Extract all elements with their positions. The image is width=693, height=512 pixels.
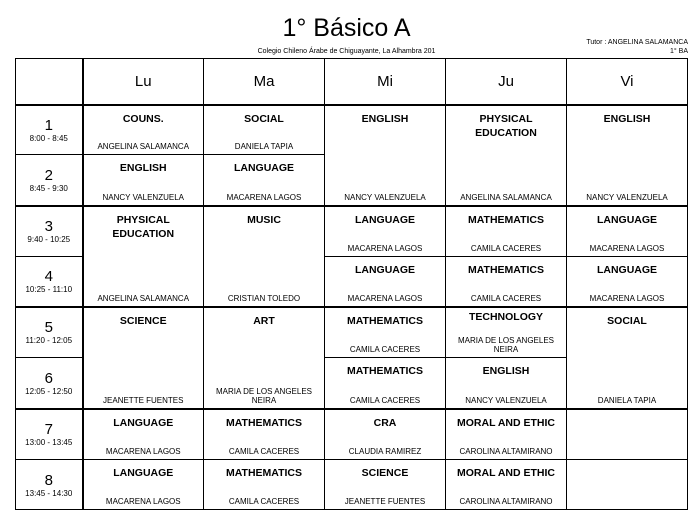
- period-4: [16, 257, 83, 307]
- teacher-name: ANGELINA SALAMANCA: [97, 142, 190, 151]
- day-header-ma: Ma: [204, 59, 325, 105]
- teacher-name: NANCY VALENZUELA: [465, 395, 547, 405]
- class-cell: [446, 409, 567, 460]
- schedule-table: [15, 58, 688, 510]
- class-cell: [567, 105, 688, 206]
- teacher-name: MACARENA LAGOS: [105, 497, 181, 506]
- class-cell: [204, 155, 325, 206]
- subject-name: SOCIAL: [607, 314, 647, 327]
- class-cell: [83, 155, 204, 206]
- period-5: [16, 307, 83, 358]
- class-cell: [446, 358, 567, 409]
- teacher-name: MACARENA LAGOS: [589, 293, 665, 303]
- subject-name: LANGUAGE: [354, 264, 416, 276]
- class-cell: [567, 307, 688, 409]
- school-address: Colegio Chileno Árabe de Chiguayante, La Alhambra 201: [257, 48, 436, 55]
- teacher-name: CAMILA CACERES: [470, 244, 542, 253]
- teacher-name: CRISTIAN TOLEDO: [227, 293, 301, 303]
- teacher-name: CAMILA CACERES: [470, 293, 542, 303]
- class-cell: [325, 460, 446, 510]
- day-header-ju: Ju: [446, 59, 567, 105]
- teacher-name: CAMILA CACERES: [228, 497, 300, 506]
- class-cell: [83, 105, 204, 155]
- teacher-name: DANIELA TAPIA: [597, 395, 657, 405]
- subject-name: LANGUAGE: [596, 264, 658, 276]
- day-header-vi: Vi: [567, 59, 688, 105]
- subject-name: MORAL AND ETHIC: [457, 416, 555, 429]
- subject-name: MATHEMATICS: [346, 365, 424, 377]
- teacher-name: CAMILA CACERES: [228, 447, 300, 456]
- day-header-mi: Mi: [325, 59, 446, 105]
- period-time: 13:45 - 14:30: [25, 488, 73, 498]
- class-cell: [204, 460, 325, 510]
- grade-code: 1° BA: [670, 48, 688, 55]
- subject-name: MATHEMATICS: [346, 314, 424, 327]
- teacher-name: MACARENA LAGOS: [589, 244, 665, 253]
- subject-name: ENGLISH: [361, 112, 409, 125]
- tutor-label: Tutor : ANGELINA SALAMANCA: [586, 39, 688, 46]
- teacher-name: NANCY VALENZUELA: [586, 192, 668, 202]
- class-cell: [446, 460, 567, 510]
- teacher-name: NANCY VALENZUELA: [102, 192, 184, 202]
- subject-name: TECHNOLOGY: [468, 310, 544, 323]
- empty-cell: [567, 460, 688, 510]
- period-3: [16, 206, 83, 257]
- page-title: 1° Básico A: [282, 14, 411, 42]
- period-number: 7: [44, 421, 53, 439]
- teacher-name: ANGELINA SALAMANCA: [460, 192, 552, 202]
- class-cell: [83, 206, 204, 307]
- teacher-name: MACARENA LAGOS: [347, 293, 423, 303]
- class-cell: [204, 307, 325, 409]
- teacher-name: MARIA DE LOS ANGELES NEIRA: [457, 336, 555, 354]
- class-cell: [204, 206, 325, 307]
- period-time: 12:05 - 12:50: [25, 386, 73, 396]
- subject-name: MATHEMATICS: [467, 264, 545, 276]
- subject-name: LANGUAGE: [113, 416, 174, 429]
- teacher-name: CAROLINA ALTAMIRANO: [459, 447, 553, 456]
- teacher-name: ANGELINA SALAMANCA: [97, 293, 190, 303]
- class-cell: [325, 257, 446, 307]
- empty-cell: [567, 409, 688, 460]
- teacher-name: NANCY VALENZUELA: [344, 192, 426, 202]
- period-time: 13:00 - 13:45: [25, 438, 73, 448]
- subject-name: ENGLISH: [119, 162, 167, 174]
- teacher-name: CAROLINA ALTAMIRANO: [459, 497, 553, 506]
- subject-name: MORAL AND ETHIC: [457, 467, 555, 479]
- period-7: [16, 409, 83, 460]
- class-cell: [83, 307, 204, 409]
- class-cell: [446, 257, 567, 307]
- period-time: 8:45 - 9:30: [29, 183, 68, 193]
- subject-name: ENGLISH: [603, 112, 651, 125]
- teacher-name: MARIA DE LOS ANGELES NEIRA: [215, 386, 313, 405]
- subject-name: SCIENCE: [119, 314, 167, 327]
- period-time: 8:00 - 8:45: [29, 133, 68, 143]
- class-cell: [446, 307, 567, 358]
- class-cell: [446, 105, 567, 206]
- teacher-name: MACARENA LAGOS: [226, 192, 302, 202]
- corner-cell: [16, 59, 83, 105]
- period-time: 11:20 - 12:05: [25, 336, 73, 346]
- subject-name: MATHEMATICS: [467, 213, 545, 226]
- period-number: 3: [44, 218, 53, 236]
- teacher-name: DANIELA TAPIA: [234, 142, 294, 151]
- class-cell: [325, 307, 446, 358]
- class-cell: [325, 206, 446, 257]
- teacher-name: CLAUDIA RAMIREZ: [348, 447, 422, 456]
- class-cell: [567, 257, 688, 307]
- class-cell: [83, 460, 204, 510]
- subject-name: MATHEMATICS: [225, 416, 303, 429]
- class-cell: [204, 105, 325, 155]
- teacher-name: CAMILA CACERES: [349, 395, 421, 405]
- period-number: 5: [44, 319, 53, 337]
- subject-name: PHYSICAL EDUCATION: [112, 213, 175, 240]
- class-cell: [204, 409, 325, 460]
- teacher-name: JEANETTE FUENTES: [344, 497, 426, 506]
- subject-name: LANGUAGE: [354, 213, 416, 226]
- period-time: 9:40 - 10:25: [27, 235, 71, 245]
- teacher-name: CAMILA CACERES: [349, 345, 421, 354]
- subject-name: MATHEMATICS: [225, 467, 303, 479]
- subject-name: LANGUAGE: [113, 467, 174, 479]
- class-cell: [446, 206, 567, 257]
- subject-name: MUSIC: [247, 213, 281, 226]
- period-number: 8: [44, 471, 53, 489]
- subject-name: COUNS.: [122, 112, 164, 125]
- subject-name: SCIENCE: [361, 467, 409, 479]
- subject-name: LANGUAGE: [233, 162, 295, 174]
- class-cell: [325, 358, 446, 409]
- period-number: 1: [44, 116, 53, 134]
- teacher-name: MACARENA LAGOS: [105, 447, 181, 456]
- period-2: [16, 155, 83, 206]
- subject-name: LANGUAGE: [596, 213, 658, 226]
- class-cell: [325, 105, 446, 206]
- period-time: 10:25 - 11:10: [25, 285, 73, 295]
- period-6: [16, 358, 83, 409]
- day-header-lu: Lu: [83, 59, 204, 105]
- period-number: 2: [44, 166, 53, 184]
- subject-name: ART: [253, 314, 275, 327]
- period-8: [16, 460, 83, 510]
- class-cell: [83, 409, 204, 460]
- subject-name: SOCIAL: [244, 112, 284, 125]
- subject-name: PHYSICAL EDUCATION: [475, 112, 537, 139]
- teacher-name: MACARENA LAGOS: [347, 244, 423, 253]
- subject-name: CRA: [373, 416, 397, 429]
- period-number: 6: [44, 369, 53, 387]
- period-1: [16, 105, 83, 155]
- class-cell: [567, 206, 688, 257]
- teacher-name: JEANETTE FUENTES: [103, 395, 184, 405]
- subject-name: ENGLISH: [482, 365, 530, 377]
- period-number: 4: [44, 268, 53, 286]
- class-cell: [325, 409, 446, 460]
